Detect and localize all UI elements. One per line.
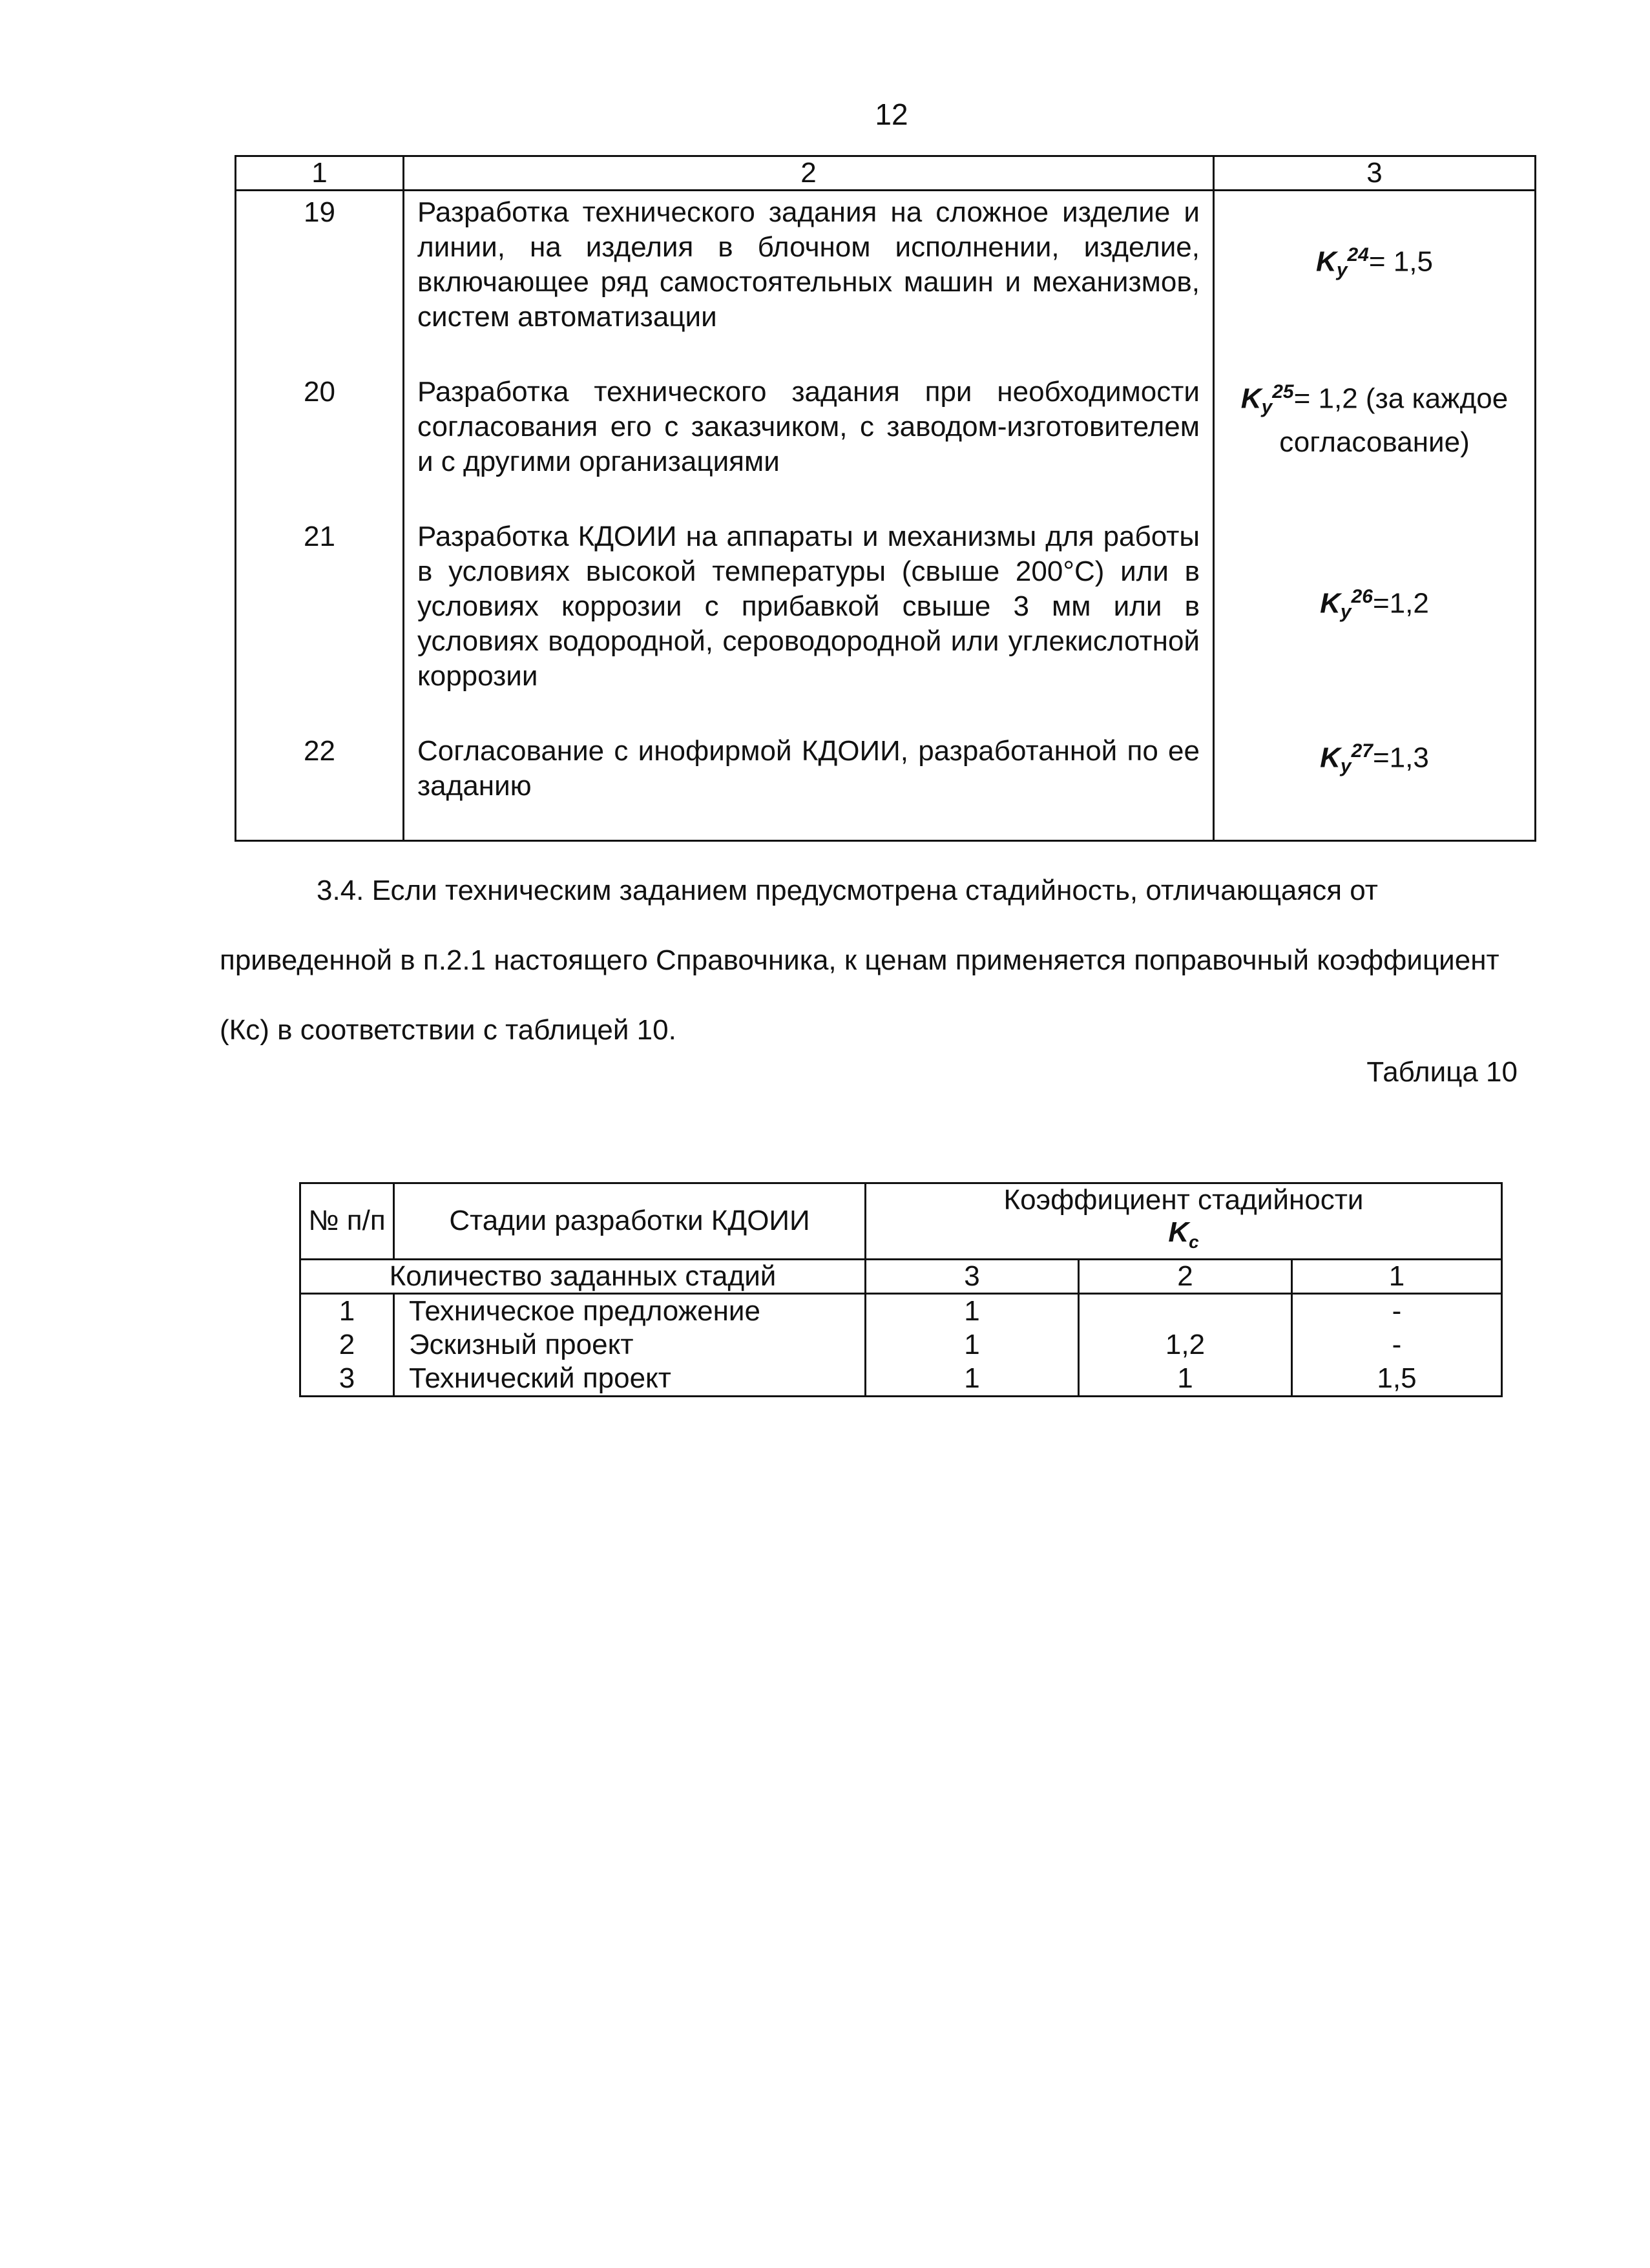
stage-count-1: 1	[1292, 1259, 1502, 1293]
row-coefficient: $Kу^{27}=1,3$	[1214, 730, 1536, 804]
stage-count-3: 3	[866, 1259, 1079, 1293]
column-header-1: 1	[236, 156, 404, 191]
stage-count-2: 2	[1079, 1259, 1292, 1293]
table-header-row	[300, 1183, 1502, 1260]
row-stage: Эскизный проект	[394, 1328, 866, 1362]
table-header-row	[236, 156, 1536, 191]
row-value-2: 1	[1079, 1362, 1292, 1397]
row-value-1: 1,5	[1292, 1362, 1502, 1397]
stage-count-row	[300, 1259, 1502, 1293]
row-coefficient: $Kу^{24}= 1,5$	[1214, 191, 1536, 335]
row-number: 3	[300, 1362, 394, 1397]
row-number: 2	[300, 1328, 394, 1362]
table-caption: Таблица 10	[1366, 1056, 1518, 1088]
table-row	[236, 191, 1536, 335]
stage-coefficient-table	[299, 1182, 1503, 1397]
coefficient-header: Коэффициент стадийности $K_с$	[866, 1183, 1502, 1260]
row-coefficient: $Kу^{26}=1,2$	[1214, 515, 1536, 694]
page-number: 12	[875, 98, 908, 131]
row-value-2: 1,2	[1079, 1328, 1292, 1362]
table-row	[236, 730, 1536, 804]
row-number: 20	[236, 371, 404, 479]
row-number: 19	[236, 191, 404, 335]
row-description: Согласование с инофирмой КДОИИ, разработанной по ее заданию	[404, 730, 1214, 804]
row-stage: Техническое предложение	[394, 1293, 866, 1328]
table-row	[300, 1362, 1502, 1397]
row-value-2	[1079, 1293, 1292, 1328]
row-value-1: -	[1292, 1328, 1502, 1362]
row-value-3: 1	[866, 1362, 1079, 1397]
row-value-3: 1	[866, 1328, 1079, 1362]
row-coefficient: $Kу^{25}= 1,2$ (за каждое согласование)	[1214, 371, 1536, 479]
table-row	[236, 371, 1536, 479]
row-number: 21	[236, 515, 404, 694]
row-number: 1	[300, 1293, 394, 1328]
table-row	[236, 515, 1536, 694]
clause-paragraph	[220, 856, 1534, 1065]
stage-header: Стадии разработки КДОИИ	[394, 1183, 866, 1260]
table-row	[300, 1293, 1502, 1328]
table-row	[300, 1328, 1502, 1362]
row-value-3: 1	[866, 1293, 1079, 1328]
column-header-2: 2	[404, 156, 1214, 191]
row-description: Разработка КДОИИ на аппараты и механизмы для работы в условиях высокой температуры (свыше 200°С) или в условиях коррозии с прибавкой свыше 3 мм или в условиях водородной, сероводородной или углекислотной коррозии	[404, 515, 1214, 694]
column-header-3: 3	[1214, 156, 1536, 191]
row-value-1: -	[1292, 1293, 1502, 1328]
clause-text: 3.4. Если техническим заданием предусмотрена стадийность, отличающаяся от приведенной в п.2.1 настоящего Справочника, к ценам применяется поправочный коэффициент (Кс) в соответствии с таблицей 10.	[220, 875, 1499, 1046]
row-stage: Технический проект	[394, 1362, 866, 1397]
coefficient-table-continuation	[235, 155, 1536, 842]
row-description: Разработка технического задания при необходимости согласования его с заказчиком, с заводом-изготовителем и с другими организациями	[404, 371, 1214, 479]
number-header: № п/п	[300, 1183, 394, 1260]
row-description: Разработка технического задания на сложное изделие и линии, на изделия в блочном исполнении, изделие, включающее ряд самостоятельных машин и механизмов, систем автоматизации	[404, 191, 1214, 335]
row-number: 22	[236, 730, 404, 804]
stage-count-label: Количество заданных стадий	[300, 1259, 866, 1293]
